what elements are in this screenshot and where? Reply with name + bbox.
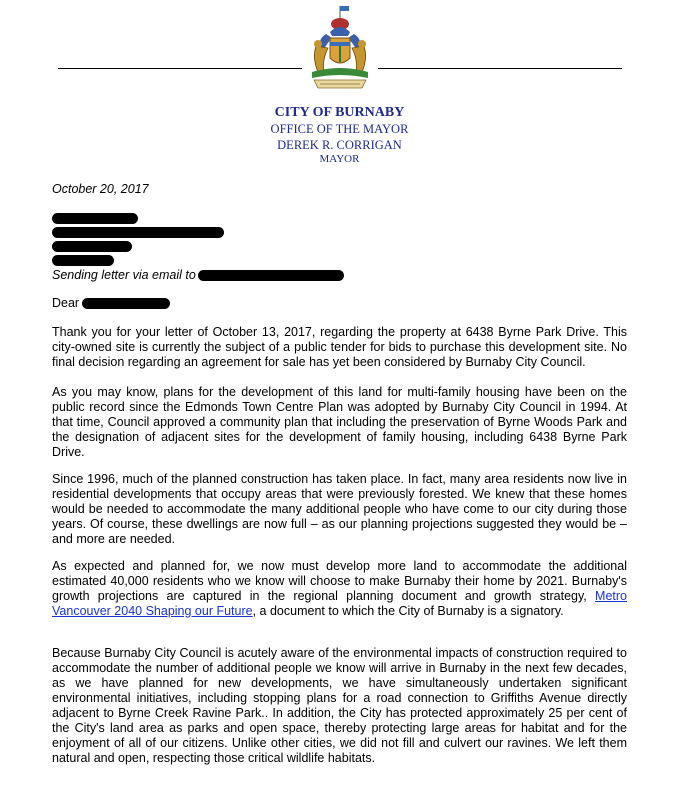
redacted-recipient-address-1 (52, 227, 224, 238)
sent-via-label: Sending letter via email to (52, 268, 196, 282)
paragraph-1: Thank you for your letter of October 13, 2017, regarding the property at 6438 Byrne Park Drive. This city-owned site is currently the subject of a public tender for bids to purchase this development site. No final decision regarding an agreement for sale has yet been considered by Burnaby City Council. (52, 325, 627, 369)
salutation: Dear (52, 296, 80, 310)
redacted-email-address (198, 270, 344, 281)
paragraph-3: Since 1996, much of the planned construction has taken place. In fact, many area residents now live in residential developments that occupy areas that were previously forested. We knew that these homes would be needed to accommodate the many additional people who have come to our city during those years. Of course, these dwellings are now full – as our planning projections suggested they would be – and more are needed. (52, 472, 627, 546)
redacted-recipient-name (52, 213, 138, 224)
mayor-name: DEREK R. CORRIGAN (277, 138, 402, 152)
metro-vancouver-2040-link[interactable]: Metro Vancouver 2040 Shaping our Future (52, 589, 627, 618)
mayor-title: MAYOR (319, 153, 360, 165)
redacted-recipient-salutation-name (82, 298, 170, 309)
office-name: OFFICE OF THE MAYOR (270, 122, 409, 136)
paragraph-2: As you may know, plans for the development of this land for multi-family housing have been on the public record since the Edmonds Town Centre Plan was adopted by Burnaby City Council in 1994. At that time, Council approved a community plan that including the preservation of Byrne Woods Park and the designation of adjacent sites for the development of family housing, including 6438 Byrne Park Drive. (52, 385, 627, 459)
letterhead-rule-right (378, 68, 622, 69)
coat-of-arms-emblem (302, 2, 378, 102)
letterhead-rule-left (58, 68, 302, 69)
paragraph-4-text-end: , a document to which the City of Burnaby is a signatory. (252, 604, 564, 618)
letter-date: October 20, 2017 (52, 182, 149, 196)
redacted-recipient-address-3 (52, 255, 114, 266)
organization-name: CITY OF BURNABY (274, 105, 405, 120)
paragraph-4 (52, 559, 627, 619)
paragraph-5: Because Burnaby City Council is acutely aware of the environmental impacts of construction required to accommodate the number of additional people we know will arrive in Burnaby in the next few decades, as we have planned for new developments, we have simultaneously undertaken significant environmental initiatives, including stopping plans for a road connection to Griffiths Avenue directly adjacent to Byrne Creek Ravine Park.. In addition, the City has protected approximately 25 per cent of the City's land area as parks and open space, thereby protecting large areas for habitat and for the enjoyment of all of our citizens. Unlike other cities, we did not fill and culvert our ravines. We left them natural and open, respecting those critical wildlife habitats. (52, 646, 627, 765)
paragraph-4-text-start: As expected and planned for, we now must develop more land to accommodate the additional estimated 40,000 residents who we know will choose to make Burnaby their home by 2021. Burnaby's growth projections are captured in the regional planning document and growth strategy, (52, 559, 627, 603)
redacted-recipient-address-2 (52, 241, 132, 252)
